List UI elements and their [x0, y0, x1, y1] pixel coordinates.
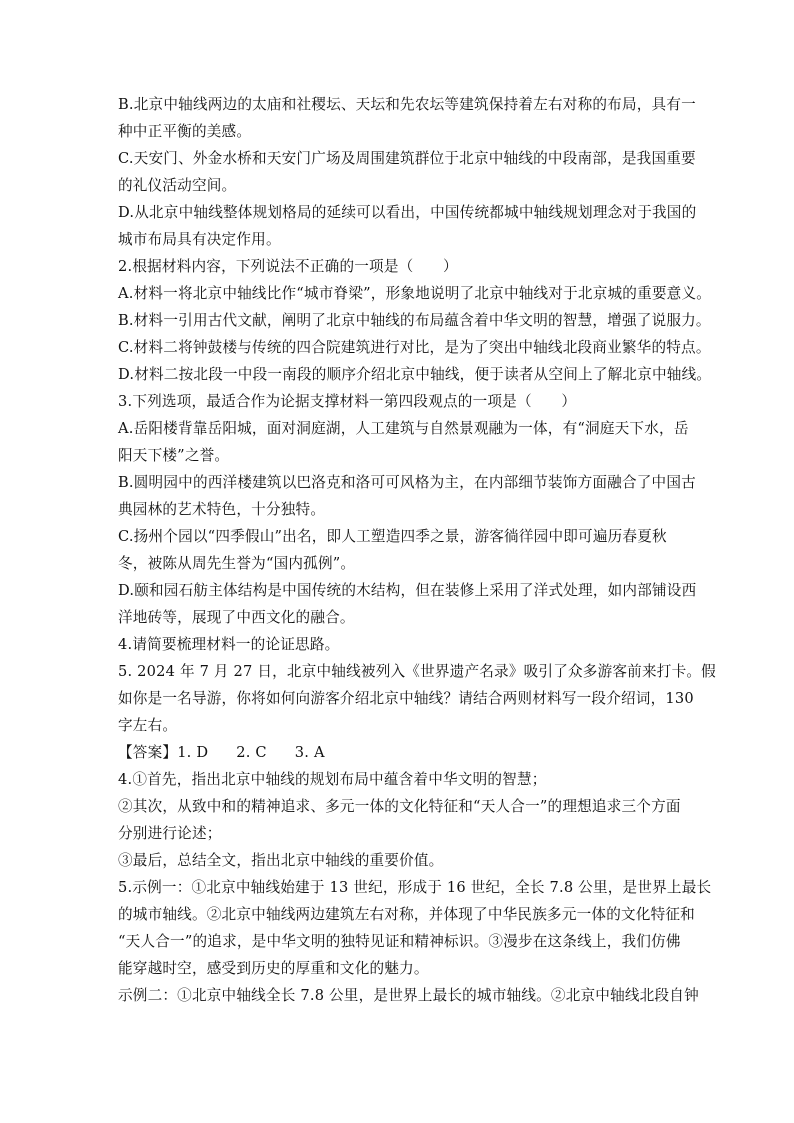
- answer-3: 3. A: [294, 744, 325, 761]
- text-line: 字左右。: [118, 717, 178, 734]
- text-line: 冬，被陈从周先生誉为“国内孤例”。: [118, 555, 356, 572]
- text-line: B.北京中轴线两边的太庙和社稷坛、天坛和先农坛等建筑保持着左右对称的布局，具有一: [118, 96, 696, 113]
- text-line: ②其次，从致中和的精神追求、多元一体的文化特征和“天人合一”的理想追求三个方面: [118, 798, 681, 815]
- text-line: 城市布局具有决定作用。: [118, 231, 281, 248]
- question-5: 5. 2024 年 7 月 27 日，北京中轴线被列入《世界遗产名录》吸引了众多游客前来打卡。假: [118, 663, 716, 680]
- question-3: 3.下列选项，最适合作为论据支撑材料一第四段观点的一项是（ ）: [118, 393, 577, 410]
- answer-text: [118, 766, 712, 1009]
- answer-1: 1. D: [177, 744, 209, 761]
- answer-label: 【答案】: [118, 744, 178, 761]
- text-line: “天人合一”的追求，是中华文明的独特见证和精神标识。③漫步在这条线上，我们仿佛: [118, 933, 681, 950]
- text-line: 种中正平衡的美感。: [118, 123, 252, 140]
- option-b: B.材料一引用古代文献，阐明了北京中轴线的布局蕴含着中华文明的智慧，增强了说服力。: [118, 312, 711, 329]
- text-line: 分别进行论述；: [118, 825, 222, 842]
- answer-4: 4.①首先，指出北京中轴线的规划布局中蕴含着中华文明的智慧；: [118, 771, 547, 788]
- text-line: 的城市轴线。②北京中轴线两边建筑左右对称，并体现了中华民族多元一体的文化特征和: [118, 906, 695, 923]
- text-line: 能穿越时空，感受到历史的厚重和文化的魅力。: [118, 960, 429, 977]
- option-c: C.扬州个园以“四季假山”出名，即人工塑造四季之景，游客徜徉园中即可遍历春夏秋: [118, 528, 667, 545]
- text-line: 的礼仪活动空间。: [118, 177, 237, 194]
- option-d: D.材料二按北段一中段一南段的顺序介绍北京中轴线，便于读者从空间上了解北京中轴线。: [118, 366, 712, 383]
- text-line: C.天安门、外金水桥和天安门广场及周围建筑群位于北京中轴线的中段南部，是我国重要: [118, 150, 696, 167]
- option-c: C.材料二将钟鼓楼与传统的四合院建筑进行对比，是为了突出中轴线北段商业繁华的特点。: [118, 339, 711, 356]
- option-b: B.圆明园中的西洋楼建筑以巴洛克和洛可可风格为主，在内部细节装饰方面融合了中国古: [118, 474, 696, 491]
- answer-2: 2. C: [236, 744, 267, 761]
- option-a: A.材料一将北京中轴线比作“城市脊梁”，形象地说明了北京中轴线对于北京城的重要意义。: [118, 285, 712, 302]
- text-line: D.从北京中轴线整体规划格局的延续可以看出，中国传统都城中轴线规划理念对于我国的: [118, 204, 697, 221]
- question-4: 4.请简要梳理材料一的论证思路。: [118, 636, 340, 653]
- document-page: [118, 91, 716, 1009]
- text-line: 示例二：①北京中轴线全长 7.8 公里，是世界上最长的城市轴线。②北京中轴线北段自钟: [118, 987, 699, 1004]
- text-line: 洋地砖等，展现了中西文化的融合。: [118, 609, 355, 626]
- text-line: 如你是一名导游，你将如何向游客介绍北京中轴线？请结合两则材料写一段介绍词，130: [118, 690, 694, 707]
- question-2: 2.根据材料内容，下列说法不正确的一项是（ ）: [118, 258, 458, 275]
- text-line: 典园林的艺术特色，十分独特。: [118, 501, 326, 518]
- text-line: 阳天下楼”之誉。: [118, 447, 230, 464]
- option-d: D.颐和园石舫主体结构是中国传统的木结构，但在装修上采用了洋式处理，如内部铺设西: [118, 582, 697, 599]
- option-a: A.岳阳楼背靠岳阳城，面对洞庭湖，人工建筑与自然景观融为一体，有“洞庭天下水，岳: [118, 420, 689, 437]
- answer-line: [118, 739, 688, 766]
- text-line: ③最后，总结全文，指出北京中轴线的重要价值。: [118, 852, 444, 869]
- question-text: [118, 91, 716, 739]
- answer-5: 5.示例一：①北京中轴线始建于 13 世纪，形成于 16 世纪，全长 7.8 公里，是世界上最长: [118, 879, 712, 896]
